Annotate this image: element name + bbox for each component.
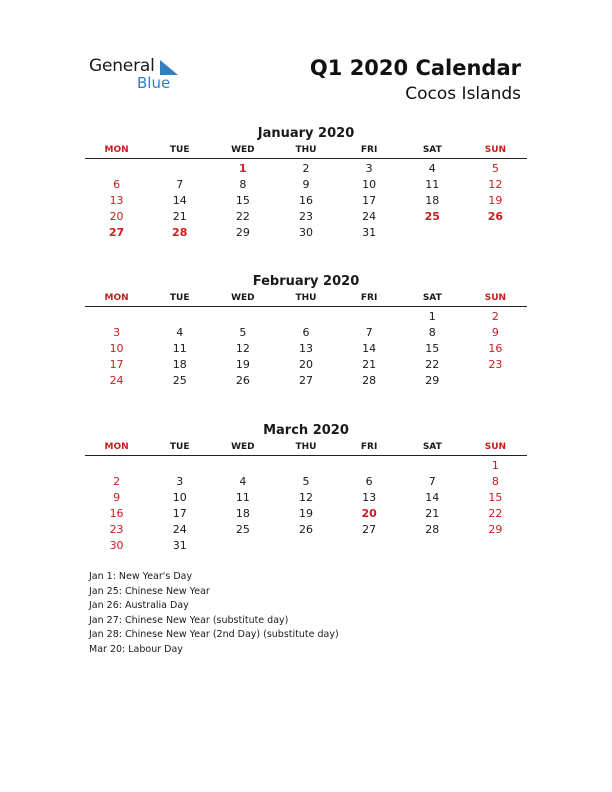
calendar-day: 27 xyxy=(108,226,125,239)
calendar-day: 23 xyxy=(488,358,503,371)
holiday-note: Jan 28: Chinese New Year (2nd Day) (substitute day) xyxy=(89,629,339,641)
weekday-tue: TUE xyxy=(169,442,190,452)
calendar-day: 20 xyxy=(361,507,377,520)
calendar-day: 3 xyxy=(365,162,373,175)
calendar-day: 21 xyxy=(425,507,440,520)
calendar-day: 18 xyxy=(235,507,250,520)
calendar-day: 13 xyxy=(109,194,124,207)
calendar-day: 22 xyxy=(425,358,440,371)
calendar-day: 9 xyxy=(302,178,310,191)
calendar-day: 2 xyxy=(113,475,121,488)
calendar-day: 1 xyxy=(239,162,247,175)
weekday-mon: MON xyxy=(104,293,129,303)
calendar-day: 4 xyxy=(176,326,184,339)
calendar-day-empty xyxy=(274,458,337,474)
calendar-day: 30 xyxy=(109,539,124,552)
calendar-day: 12 xyxy=(235,342,250,355)
calendar-day: 21 xyxy=(362,358,377,371)
weekday-fri: FRI xyxy=(360,293,378,303)
page-title: Q1 2020 Calendar xyxy=(309,56,521,80)
month-title: March 2020 xyxy=(263,423,349,438)
calendar-day: 6 xyxy=(365,475,373,488)
month-january xyxy=(85,125,527,241)
calendar-day: 24 xyxy=(172,523,187,536)
calendar-day: 17 xyxy=(172,507,187,520)
weekday-header xyxy=(85,440,527,456)
holiday-notes xyxy=(89,570,339,658)
calendar-day: 13 xyxy=(298,342,313,355)
calendar-day: 29 xyxy=(425,374,440,387)
calendar-day: 11 xyxy=(235,491,250,504)
calendar-day-empty xyxy=(211,458,274,474)
weekday-tue: TUE xyxy=(169,293,190,303)
month-march xyxy=(85,422,527,554)
month-title: January 2020 xyxy=(257,126,355,141)
calendar-day-empty xyxy=(338,309,401,325)
calendar-day: 22 xyxy=(488,507,503,520)
calendar-day-empty xyxy=(85,161,148,177)
weekday-fri: FRI xyxy=(360,442,378,452)
calendar-day: 26 xyxy=(298,523,313,536)
calendar-day: 17 xyxy=(362,194,377,207)
calendar-day: 25 xyxy=(424,210,440,223)
calendar-day-empty xyxy=(338,458,401,474)
calendar-day: 17 xyxy=(109,358,124,371)
month-title: February 2020 xyxy=(252,274,360,289)
calendar-day-empty xyxy=(464,225,527,241)
holiday-note: Jan 26: Australia Day xyxy=(89,600,189,612)
calendar-day: 25 xyxy=(235,523,250,536)
calendar-day: 20 xyxy=(109,210,124,223)
calendar-day: 15 xyxy=(425,342,440,355)
weekday-thu: THU xyxy=(295,293,317,303)
weekday-thu: THU xyxy=(295,442,317,452)
calendar-day-empty xyxy=(401,538,464,554)
calendar-day: 23 xyxy=(109,523,124,536)
calendar-day: 25 xyxy=(172,374,187,387)
calendar-day: 9 xyxy=(113,491,121,504)
calendar-day: 27 xyxy=(298,374,313,387)
weekday-fri: FRI xyxy=(360,145,378,155)
calendar-day-empty xyxy=(148,161,211,177)
calendar-day: 31 xyxy=(172,539,187,552)
calendar-day: 31 xyxy=(362,226,377,239)
calendar-day-empty xyxy=(85,309,148,325)
calendar-day: 14 xyxy=(172,194,187,207)
calendar-day: 15 xyxy=(488,491,503,504)
calendar-day-empty xyxy=(464,538,527,554)
calendar-day: 28 xyxy=(362,374,377,387)
calendar-day: 19 xyxy=(298,507,313,520)
weekday-sat: SAT xyxy=(422,145,442,155)
calendar-day: 18 xyxy=(172,358,187,371)
holiday-note: Jan 25: Chinese New Year xyxy=(89,585,210,597)
calendar-day: 30 xyxy=(298,226,313,239)
logo-word-blue: Blue xyxy=(137,74,171,92)
calendar-day: 5 xyxy=(302,475,310,488)
calendar-day-empty xyxy=(85,458,148,474)
calendar-day-empty xyxy=(211,309,274,325)
calendar-day: 10 xyxy=(109,342,124,355)
general-blue-logo xyxy=(89,56,199,96)
calendar-day: 19 xyxy=(235,358,250,371)
weekday-tue: TUE xyxy=(169,145,190,155)
logo-triangle-icon xyxy=(160,60,178,75)
calendar-day: 3 xyxy=(113,326,121,339)
calendar-day: 4 xyxy=(239,475,247,488)
calendar-day-empty xyxy=(464,373,527,389)
calendar-day: 6 xyxy=(302,326,310,339)
calendar-day: 5 xyxy=(491,162,499,175)
calendar-day-empty xyxy=(211,538,274,554)
calendar-day: 16 xyxy=(109,507,124,520)
calendar-day: 26 xyxy=(487,210,504,223)
calendar-day: 19 xyxy=(488,194,503,207)
weekday-wed: WED xyxy=(231,145,255,155)
calendar-day: 2 xyxy=(302,162,310,175)
weekday-thu: THU xyxy=(295,145,317,155)
month-february xyxy=(85,273,527,389)
holiday-note: Jan 1: New Year's Day xyxy=(89,571,193,582)
calendar-day: 7 xyxy=(176,178,184,191)
calendar-day: 27 xyxy=(362,523,377,536)
calendar-day: 11 xyxy=(425,178,440,191)
calendar-day: 1 xyxy=(491,459,499,472)
page-subtitle: Cocos Islands xyxy=(405,84,521,104)
calendar-day: 4 xyxy=(428,162,436,175)
calendar-day: 8 xyxy=(239,178,247,191)
weekday-mon: MON xyxy=(104,145,129,155)
calendar-day: 11 xyxy=(172,342,187,355)
calendar-day: 3 xyxy=(176,475,184,488)
calendar-day: 10 xyxy=(172,491,187,504)
calendar-day: 5 xyxy=(239,326,247,339)
calendar-day: 28 xyxy=(172,226,188,239)
calendar-day: 29 xyxy=(235,226,250,239)
calendar-day: 8 xyxy=(491,475,499,488)
calendar-day: 16 xyxy=(298,194,313,207)
day-grid xyxy=(85,458,527,554)
calendar-day: 12 xyxy=(298,491,313,504)
weekday-sun: SUN xyxy=(484,293,507,303)
calendar-day: 13 xyxy=(362,491,377,504)
calendar-day: 24 xyxy=(109,374,124,387)
weekday-wed: WED xyxy=(231,442,255,452)
day-grid xyxy=(85,309,527,389)
weekday-sat: SAT xyxy=(422,293,442,303)
calendar-day: 23 xyxy=(298,210,313,223)
weekday-header xyxy=(85,291,527,307)
calendar-day: 14 xyxy=(425,491,440,504)
calendar-day: 9 xyxy=(491,326,499,339)
calendar-day: 2 xyxy=(491,310,499,323)
calendar-day-empty xyxy=(401,458,464,474)
weekday-header xyxy=(85,143,527,159)
calendar-day: 21 xyxy=(172,210,187,223)
calendar-day-empty xyxy=(148,458,211,474)
weekday-sun: SUN xyxy=(484,442,507,452)
calendar-day: 6 xyxy=(113,178,121,191)
holiday-note: Mar 20: Labour Day xyxy=(89,643,183,655)
calendar-day: 7 xyxy=(365,326,373,339)
calendar-day: 10 xyxy=(362,178,377,191)
logo-word-general: General xyxy=(89,56,155,76)
calendar-day: 7 xyxy=(428,475,436,488)
calendar-day: 20 xyxy=(298,358,313,371)
calendar-day: 22 xyxy=(235,210,250,223)
day-grid xyxy=(85,161,527,241)
calendar-day: 28 xyxy=(425,523,440,536)
calendar-day: 16 xyxy=(488,342,503,355)
calendar-day: 8 xyxy=(428,326,436,339)
calendar-day: 12 xyxy=(488,178,503,191)
calendar-day: 1 xyxy=(428,310,436,323)
weekday-sun: SUN xyxy=(484,145,507,155)
weekday-mon: MON xyxy=(104,442,129,452)
calendar-day-empty xyxy=(401,225,464,241)
calendar-day-empty xyxy=(338,538,401,554)
calendar-day-empty xyxy=(274,309,337,325)
calendar-day-empty xyxy=(148,309,211,325)
calendar-day: 18 xyxy=(425,194,440,207)
calendar-day: 24 xyxy=(362,210,377,223)
calendar-day: 14 xyxy=(362,342,377,355)
holiday-note: Jan 27: Chinese New Year (substitute day) xyxy=(89,614,289,626)
calendar-day: 15 xyxy=(235,194,250,207)
calendar-day: 29 xyxy=(488,523,503,536)
calendar-day: 26 xyxy=(235,374,250,387)
weekday-sat: SAT xyxy=(422,442,442,452)
calendar-day-empty xyxy=(274,538,337,554)
weekday-wed: WED xyxy=(231,293,255,303)
